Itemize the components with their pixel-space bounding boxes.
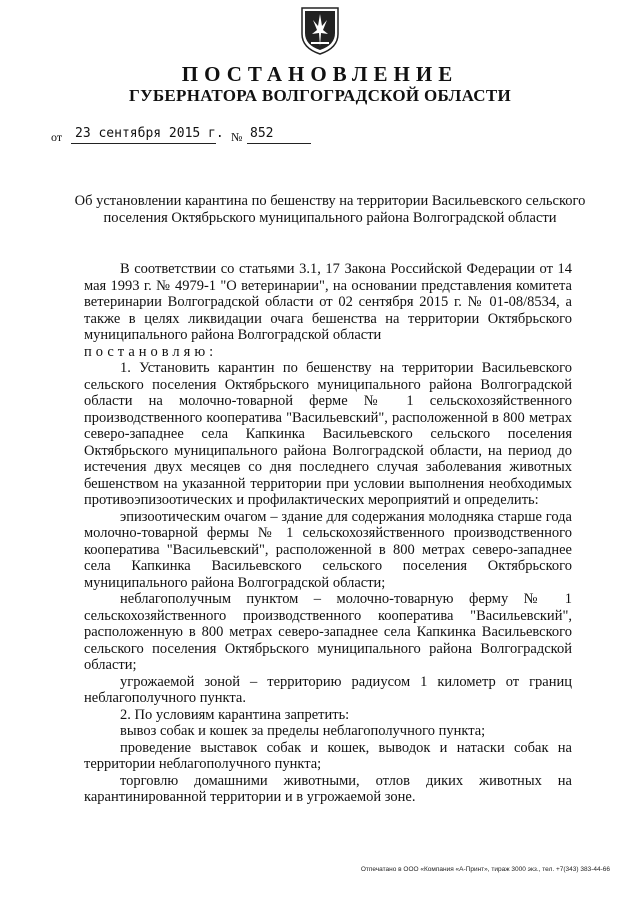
document-issuer: ГУБЕРНАТОРА ВОЛГОГРАДСКОЙ ОБЛАСТИ: [128, 86, 512, 105]
decree-word: постановляю:: [84, 343, 218, 360]
date-from-label: от: [51, 130, 63, 144]
item-2a-paragraph: вывоз собак и кошек за пределы неблагополучного пункта;: [120, 723, 486, 739]
number-label: №: [231, 130, 243, 144]
item-2-paragraph: 2. По условиям карантина запретить:: [120, 706, 350, 723]
date-underline: [71, 143, 216, 144]
item-1-paragraph: 1. Установить карантин по бешенству на территории Васильевского сельского поселения Октябрьского муниципального района Волгоградской области на молочно-товарной ферме № 1 сельскохозяйственного производственного кооператива "Васильевский", расположенной в 800 метрах северо-западнее села Капкинка Васильевского сельского поселения Октябрьского муниципального района Волгоградской области, на период до истечения двух месяцев со дня последнего случая заболевания животных бешенством на указанной территории при условии выполнения необходимых противоэпизоотических и профилактических мероприятий и определить:: [84, 360, 572, 508]
item-1c-paragraph: угрожаемой зоной – территорию радиусом 1 километр от границ неблагополучного пункта.: [84, 673, 572, 706]
dateline: [51, 126, 351, 148]
document-title: ПОСТАНОВЛЕНИЕ: [181, 62, 459, 86]
item-1b-paragraph: неблагополучным пунктом – молочно-товарную ферму № 1 сельскохозяйственного производственного кооператива "Васильевский", расположенную в 800 метрах северо-западнее села Капкинка Васильевского сельского поселения Октябрьского муниципального района Волгоградской области;: [84, 591, 572, 673]
document-body: [84, 261, 572, 806]
volgograd-emblem-icon: [294, 4, 346, 56]
item-2b-paragraph: проведение выставок собак и кошек, выводок и натаски собак на территории неблагополучного пункта;: [84, 739, 572, 772]
preamble-paragraph: В соответствии со статьями 3.1, 17 Закона Российской Федерации от 14 мая 1993 г. № 4979-1 "О ветеринарии", на основании представления комитета ветеринарии Волгоградской области от 02 сентября 2015 г. № 01-08/8534, а также в целях ликвидации очага бешенства на территории Октябрьского муниципального района Волгоградской области: [84, 261, 572, 343]
printer-footer: Отпечатано в ООО «Компания «А-Принт», тираж 3000 экз., тел. +7(343) 383-44-66: [360, 866, 610, 873]
item-2c-paragraph: торговлю домашними животными, отлов диких животных на карантинированной территории и в угрожаемой зоне.: [84, 772, 572, 805]
document-number: 852: [250, 126, 274, 141]
document-date: 23 сентября 2015 г.: [75, 126, 224, 141]
document-subject: Об установлении карантина по бешенству на территории Васильевского сельского поселения Октябрьского муниципального района Волгоградской области: [74, 193, 586, 226]
number-underline: [247, 143, 311, 144]
item-1a-paragraph: эпизоотическим очагом – здание для содержания молодняка старше года молочно-товарной фермы № 1 сельскохозяйственного производственного кооператива "Васильевский", расположенной в 800 метрах северо-западнее села Капкинка Васильевского сельского поселения Октябрьского муниципального района Волгоградской области;: [84, 508, 572, 591]
